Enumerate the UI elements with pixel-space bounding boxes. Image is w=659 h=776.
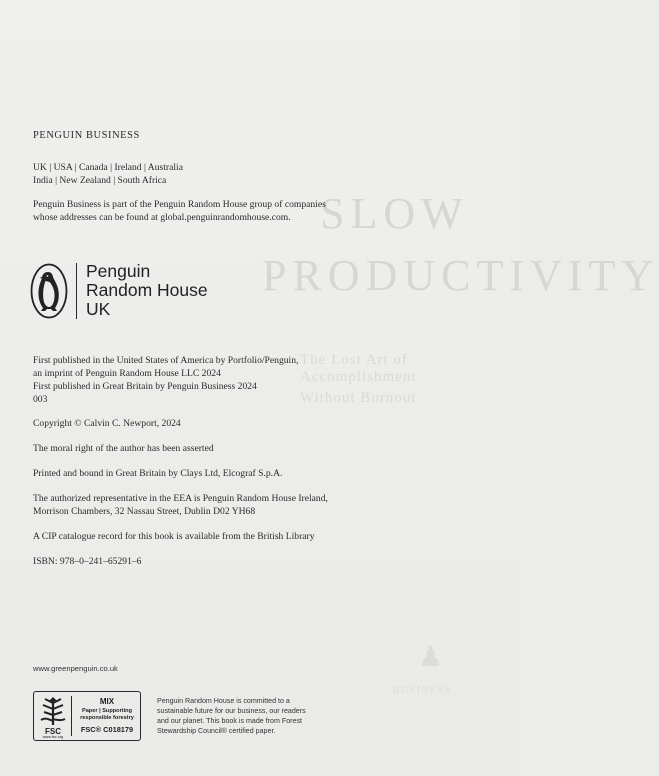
logo-wordmark — [86, 262, 208, 319]
print-number: 003 — [33, 394, 48, 405]
imprint-name: PENGUIN BUSINESS — [33, 130, 140, 141]
fsc-paper-line: Paper | Supporting — [81, 708, 133, 714]
cip-notice: A CIP catalogue record for this book is available from the British Library — [33, 531, 315, 542]
fsc-certification-badge — [33, 691, 141, 741]
fsc-license-code: FSC® C018179 — [80, 725, 134, 734]
copyright-notice: Copyright © Calvin C. Newport, 2024 — [33, 418, 181, 429]
group-statement-line: Penguin Business is part of the Penguin Random House group of companies — [33, 199, 326, 210]
green-penguin-website: www.greenpenguin.co.uk — [33, 664, 118, 673]
show-through-text: PRODUCTIVITY — [262, 251, 659, 300]
publication-line: First published in the United States of America by Portfolio/Penguin, — [33, 355, 299, 366]
logo-line: Random House — [86, 280, 208, 300]
territories-line: India | New Zealand | South Africa — [33, 175, 167, 186]
show-through-logo: ♟ — [418, 642, 444, 673]
logo-line: Penguin — [86, 261, 151, 281]
fsc-paper-line: responsible forestry — [80, 715, 134, 721]
printer-notice: Printed and bound in Great Britain by Clays Ltd, Elcograf S.p.A. — [33, 468, 283, 479]
fsc-label: FSC — [45, 727, 61, 736]
penguin-icon — [30, 263, 68, 319]
show-through-text: Without Burnout — [300, 390, 417, 406]
isbn: ISBN: 978–0–241–65291–6 — [33, 556, 142, 567]
logo-line: UK — [86, 299, 111, 319]
show-through-text: SLOW — [320, 189, 469, 238]
sustainability-line: sustainable future for our business, our readers — [157, 707, 306, 715]
moral-right-notice: The moral right of the author has been asserted — [33, 443, 214, 454]
eea-representative-line: The authorized representative in the EEA is Penguin Random House Ireland, — [33, 493, 328, 504]
sustainability-line: Stewardship Council® certified paper. — [157, 727, 276, 735]
sustainability-statement — [157, 696, 306, 736]
logo-divider — [76, 263, 77, 319]
publication-line: an imprint of Penguin Random House LLC 2024 — [33, 368, 221, 379]
eea-representative-line: Morrison Chambers, 32 Nassau Street, Dublin D02 YH68 — [33, 506, 256, 517]
fsc-tree-icon — [38, 695, 68, 729]
show-through-text: BUSINESS — [392, 684, 452, 696]
sustainability-line: Penguin Random House is committed to a — [157, 697, 290, 705]
fsc-mix-label: MIX — [99, 697, 115, 706]
territories-line: UK | USA | Canada | Ireland | Australia — [33, 162, 183, 173]
publication-line: First published in Great Britain by Penguin Business 2024 — [33, 381, 257, 392]
fsc-website: www.fsc.org — [42, 735, 64, 739]
fsc-divider — [71, 696, 72, 736]
sustainability-line: and our planet. This book is made from Forest — [157, 717, 302, 725]
publisher-logo — [30, 262, 208, 319]
show-through-text: The Lost Art of Accomplishment — [300, 352, 417, 385]
group-statement-line: whose addresses can be found at global.penguinrandomhouse.com. — [33, 212, 291, 223]
